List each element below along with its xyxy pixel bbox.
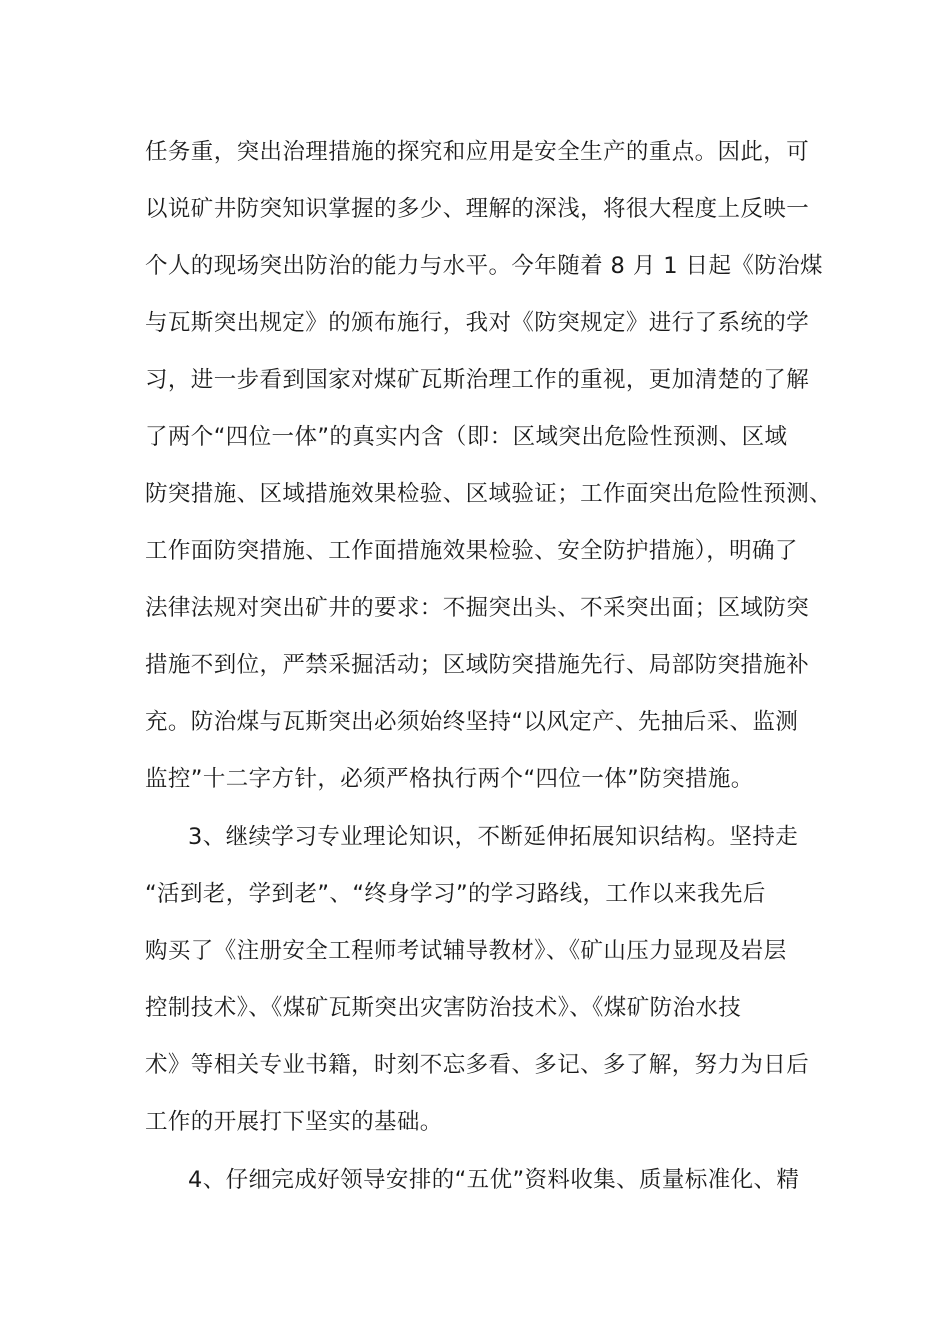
text-line: 防突措施、区域措施效果检验、区域验证；工作面突出危险性预测、 — [145, 481, 833, 507]
text-line: 任务重，突出治理措施的探究和应用是安全生产的重点。因此，可 — [145, 139, 810, 165]
text-line: 控制技术》、《煤矿瓦斯突出灾害防治技术》、《煤矿防治水技 — [145, 995, 742, 1021]
paragraph-3-first-line: 3、继续学习专业理论知识，不断延伸拓展知识结构。坚持走 — [188, 824, 799, 850]
text-line: 术》等相关专业书籍，时刻不忘多看、多记、多了解，努力为日后 — [145, 1052, 810, 1078]
paragraph-4-first-line: 4、仔细完成好领导安排的“五优”资料收集、质量标准化、精 — [188, 1167, 800, 1193]
text-line: 个人的现场突出防治的能力与水平。今年随着 8 月 1 日起《防治煤 — [145, 253, 823, 279]
text-line: 习，进一步看到国家对煤矿瓦斯治理工作的重视，更加清楚的了解 — [145, 367, 810, 393]
text-line: 充。防治煤与瓦斯突出必须始终坚持“以风定产、先抽后采、监测 — [145, 709, 799, 735]
text-line: 与瓦斯突出规定》的颁布施行，我对《防突规定》进行了系统的学 — [145, 310, 810, 336]
text-line: “活到老，学到老”、“终身学习”的学习路线，工作以来我先后 — [145, 881, 766, 907]
text-line: 以说矿井防突知识掌握的多少、理解的深浅，将很大程度上反映一 — [145, 196, 810, 222]
text-line: 了两个“四位一体”的真实内含（即：区域突出危险性预测、区域 — [145, 424, 788, 450]
text-line: 措施不到位，严禁采掘活动；区域防突措施先行、局部防突措施补 — [145, 652, 810, 678]
text-line: 工作的开展打下坚实的基础。 — [145, 1109, 443, 1135]
text-line: 法律法规对突出矿井的要求：不掘突出头、不采突出面；区域防突 — [145, 595, 810, 621]
text-line: 监控”十二字方针，必须严格执行两个“四位一体”防突措施。 — [145, 766, 754, 792]
text-line: 购买了《注册安全工程师考试辅导教材》、《矿山压力显现及岩层 — [145, 938, 787, 964]
text-line: 工作面防突措施、工作面措施效果检验、安全防护措施），明确了 — [145, 538, 798, 564]
